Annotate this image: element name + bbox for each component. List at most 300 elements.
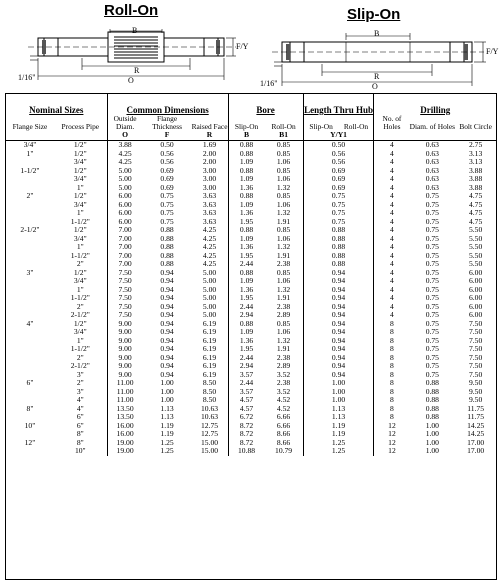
- cell-raised-face: 3.63: [202, 191, 217, 201]
- cell-bolt-circle: 6.00: [468, 284, 483, 294]
- cell-raised-face: 3.00: [202, 165, 217, 175]
- cell-raised-face: 8.50: [202, 395, 217, 405]
- cell-process-pipe: 1": [76, 242, 84, 252]
- cell-length-thru-hub: 0.69: [303, 167, 374, 176]
- cell-bore-roll-on: 1.32: [276, 335, 291, 345]
- cell-flange-thickness: 0.94: [160, 284, 174, 294]
- cell-bore-roll-on: 2.38: [276, 352, 291, 362]
- col-bore-roll-on: Roll-On: [271, 122, 296, 131]
- cell-outside-diam: 7.00: [107, 226, 142, 235]
- sym-r: R: [192, 131, 229, 141]
- cell-bore-roll-on: 2.38: [276, 259, 291, 269]
- cell-length-thru-hub: 0.75: [303, 209, 374, 218]
- cell-length-thru-hub: 0.50: [303, 141, 374, 150]
- cell-bore-roll-on: 0.85: [276, 148, 291, 158]
- cell-bolt-circle: 7.50: [468, 344, 483, 354]
- cell-bore-slip-on: 0.88: [228, 192, 264, 201]
- cell-bore-slip-on: 3.57: [228, 388, 264, 397]
- cell-no-of-holes: 4: [374, 243, 409, 252]
- cell-no-of-holes: 4: [374, 175, 409, 184]
- cell-process-pipe: 1/2": [73, 140, 87, 150]
- cell-flange-size: 2": [26, 191, 34, 201]
- cell-bolt-circle: 17.00: [467, 437, 485, 447]
- sym-bolt: [455, 131, 496, 141]
- cell-bolt-circle: 6.00: [468, 310, 483, 320]
- cell-bore-roll-on: 4.52: [276, 395, 291, 405]
- cell-bore-roll-on: 1.06: [276, 199, 291, 209]
- cell-no-of-holes: 4: [374, 150, 409, 159]
- cell-flange-thickness: 1.19: [160, 420, 174, 430]
- cell-flange-thickness: 1.00: [160, 395, 174, 405]
- cell-outside-diam: 7.50: [107, 303, 142, 312]
- cell-process-pipe: 1-1/2": [70, 293, 90, 303]
- cell-process-pipe: 2-1/2": [70, 361, 90, 371]
- cell-diam-of-holes: 0.75: [425, 276, 439, 286]
- cell-outside-diam: 4.25: [107, 150, 142, 159]
- col-hub-slip-on: Slip-On: [303, 115, 338, 131]
- cell-bore-slip-on: 8.72: [228, 430, 264, 439]
- cell-length-thru-hub: 0.75: [303, 201, 374, 210]
- cell-flange-thickness: 0.75: [160, 208, 174, 218]
- cell-bore-roll-on: 2.89: [276, 310, 291, 320]
- cell-length-thru-hub: 0.94: [303, 328, 374, 337]
- cell-no-of-holes: 8: [374, 328, 409, 337]
- cell-flange-thickness: 0.50: [160, 140, 174, 150]
- cell-length-thru-hub: 0.94: [303, 354, 374, 363]
- cell-process-pipe: 6": [76, 412, 84, 422]
- cell-length-thru-hub: 0.94: [303, 362, 374, 371]
- cell-outside-diam: 16.00: [107, 430, 142, 439]
- cell-diam-of-holes: 0.75: [425, 352, 439, 362]
- cell-raised-face: 4.25: [202, 233, 217, 243]
- cell-flange-size: [6, 243, 54, 252]
- cell-no-of-holes: 8: [374, 362, 409, 371]
- cell-diam-of-holes: 0.88: [425, 386, 439, 396]
- flange-dimensions-table: [5, 93, 497, 580]
- cell-bore-slip-on: 10.88: [228, 447, 264, 456]
- cell-outside-diam: 19.00: [107, 439, 142, 448]
- cell-flange-size: 3": [26, 267, 34, 277]
- cell-diam-of-holes: 0.63: [425, 148, 439, 158]
- cell-raised-face: 5.00: [202, 310, 217, 320]
- cell-bore-roll-on: 3.52: [276, 386, 291, 396]
- cell-bore-roll-on: 0.85: [276, 318, 291, 328]
- slip-on-r-label: R: [374, 72, 380, 81]
- cell-no-of-holes: 8: [374, 371, 409, 380]
- group-length-thru-hub: Length Thru Hub: [303, 94, 374, 115]
- cell-flange-size: [6, 277, 54, 286]
- cell-bore-slip-on: 2.94: [228, 362, 264, 371]
- cell-diam-of-holes: 0.75: [425, 233, 439, 243]
- cell-raised-face: 10.63: [201, 403, 219, 413]
- cell-outside-diam: 9.00: [107, 362, 142, 371]
- cell-bolt-circle: 7.50: [468, 369, 483, 379]
- cell-outside-diam: 7.50: [107, 286, 142, 295]
- cell-no-of-holes: 4: [374, 226, 409, 235]
- cell-raised-face: 5.00: [202, 284, 217, 294]
- cell-bolt-circle: 4.75: [468, 208, 483, 218]
- cell-raised-face: 2.00: [202, 148, 217, 158]
- cell-flange-size: 1-1/2": [20, 165, 40, 175]
- col-hub-roll-on: Roll-On: [343, 122, 369, 131]
- cell-bore-slip-on: 2.44: [228, 303, 264, 312]
- slip-on-title: Slip-On: [347, 6, 401, 23]
- cell-diam-of-holes: 0.75: [425, 293, 439, 303]
- cell-length-thru-hub: 0.56: [303, 150, 374, 159]
- cell-length-thru-hub: 0.94: [303, 286, 374, 295]
- cell-outside-diam: 6.00: [107, 218, 142, 227]
- cell-outside-diam: 7.50: [107, 294, 142, 303]
- cell-length-thru-hub: 1.19: [303, 422, 374, 431]
- cell-bore-slip-on: 2.44: [228, 354, 264, 363]
- table-row: [6, 447, 496, 456]
- cell-diam-of-holes: 0.75: [425, 191, 439, 201]
- cell-diam-of-holes: 0.75: [425, 208, 439, 218]
- cell-process-pipe: 1": [76, 284, 84, 294]
- cell-bore-roll-on: 2.38: [276, 378, 291, 388]
- cell-outside-diam: 5.00: [107, 167, 142, 176]
- cell-flange-thickness: 1.25: [160, 446, 174, 456]
- cell-no-of-holes: 4: [374, 167, 409, 176]
- cell-diam-of-holes: 0.75: [425, 318, 439, 328]
- cell-bore-roll-on: 2.89: [276, 361, 291, 371]
- cell-process-pipe: 1/2": [73, 225, 87, 235]
- cell-no-of-holes: 4: [374, 303, 409, 312]
- cell-diam-of-holes: 0.75: [425, 216, 439, 226]
- cell-process-pipe: 8": [76, 437, 84, 447]
- cell-process-pipe: 4": [76, 395, 84, 405]
- cell-length-thru-hub: 0.94: [303, 320, 374, 329]
- cell-raised-face: 12.75: [201, 429, 219, 439]
- cell-flange-thickness: 0.88: [160, 250, 174, 260]
- cell-no-of-holes: 4: [374, 209, 409, 218]
- cell-flange-size: [6, 209, 54, 218]
- cell-no-of-holes: 4: [374, 184, 409, 193]
- cell-flange-size: 1": [26, 148, 34, 158]
- cell-flange-size: 2-1/2": [20, 225, 40, 235]
- cell-no-of-holes: 12: [374, 447, 409, 456]
- table-group-header: [6, 94, 496, 115]
- cell-raised-face: 5.00: [202, 293, 217, 303]
- cell-diam-of-holes: 1.00: [425, 446, 439, 456]
- cell-diam-of-holes: 0.75: [425, 225, 439, 235]
- cell-process-pipe: 3/4": [73, 276, 87, 286]
- cell-flange-thickness: 0.75: [160, 191, 174, 201]
- cell-raised-face: 8.50: [202, 386, 217, 396]
- cell-flange-thickness: 0.56: [160, 157, 174, 167]
- cell-no-of-holes: 8: [374, 345, 409, 354]
- cell-bolt-circle: 5.50: [468, 259, 483, 269]
- cell-outside-diam: 16.00: [107, 422, 142, 431]
- cell-bore-slip-on: 2.44: [228, 379, 264, 388]
- cell-raised-face: 15.00: [201, 437, 219, 447]
- cell-raised-face: 10.63: [201, 412, 219, 422]
- cell-bore-roll-on: 1.91: [276, 250, 291, 260]
- cell-no-of-holes: 8: [374, 379, 409, 388]
- cell-process-pipe: 3": [76, 386, 84, 396]
- cell-flange-thickness: 0.88: [160, 242, 174, 252]
- cell-raised-face: 3.63: [202, 199, 217, 209]
- cell-process-pipe: 1-1/2": [70, 216, 90, 226]
- cell-bore-slip-on: 1.36: [228, 286, 264, 295]
- roll-on-title: Roll-On: [104, 2, 159, 19]
- cell-bore-slip-on: 1.09: [228, 277, 264, 286]
- cell-raised-face: 6.19: [202, 369, 217, 379]
- cell-diam-of-holes: 0.63: [425, 182, 439, 192]
- cell-bolt-circle: 6.00: [468, 301, 483, 311]
- cell-outside-diam: 5.00: [107, 184, 142, 193]
- cell-length-thru-hub: 0.69: [303, 175, 374, 184]
- cell-process-pipe: 3/4": [73, 233, 87, 243]
- cell-bore-slip-on: 0.88: [228, 269, 264, 278]
- cell-outside-diam: 7.00: [107, 260, 142, 269]
- table-symbol-row: [6, 131, 496, 141]
- cell-process-pipe: 3/4": [73, 327, 87, 337]
- cell-raised-face: 3.00: [202, 182, 217, 192]
- flange-drawings: [0, 0, 502, 92]
- sym-y-y1: Y/Y1: [303, 131, 374, 141]
- cell-raised-face: 3.63: [202, 208, 217, 218]
- cell-outside-diam: 7.00: [107, 243, 142, 252]
- cell-no-of-holes: 4: [374, 277, 409, 286]
- cell-bolt-circle: 2.75: [468, 140, 483, 150]
- table-body: [6, 141, 496, 456]
- cell-no-of-holes: 4: [374, 158, 409, 167]
- cell-bore-slip-on: 1.36: [228, 243, 264, 252]
- cell-outside-diam: 11.00: [107, 379, 142, 388]
- cell-bore-roll-on: 1.06: [276, 174, 291, 184]
- cell-outside-diam: 6.00: [107, 209, 142, 218]
- cell-raised-face: 2.00: [202, 157, 217, 167]
- cell-flange-thickness: 0.94: [160, 369, 174, 379]
- cell-outside-diam: 13.50: [107, 405, 142, 414]
- cell-outside-diam: 9.00: [107, 337, 142, 346]
- cell-length-thru-hub: 0.69: [303, 184, 374, 193]
- col-bolt-circle: Bolt Circle: [459, 122, 492, 131]
- cell-bore-roll-on: 1.91: [276, 293, 291, 303]
- cell-bolt-circle: 9.50: [468, 378, 483, 388]
- cell-bolt-circle: 5.50: [468, 233, 483, 243]
- cell-bolt-circle: 6.00: [468, 293, 483, 303]
- cell-outside-diam: 3.88: [107, 141, 142, 150]
- cell-bore-roll-on: 0.85: [276, 165, 291, 175]
- cell-process-pipe: 4": [76, 403, 84, 413]
- cell-diam-of-holes: 0.75: [425, 310, 439, 320]
- cell-bore-roll-on: 1.06: [276, 327, 291, 337]
- cell-flange-size: [6, 388, 54, 397]
- cell-bore-roll-on: 1.32: [276, 208, 291, 218]
- cell-raised-face: 8.50: [202, 378, 217, 388]
- cell-length-thru-hub: 1.19: [303, 430, 374, 439]
- sym-b1: B1: [265, 131, 304, 141]
- cell-flange-size: 12": [24, 437, 36, 447]
- cell-raised-face: 1.69: [202, 140, 217, 150]
- cell-bolt-circle: 3.88: [468, 174, 483, 184]
- cell-flange-size: [6, 345, 54, 354]
- cell-process-pipe: 2": [76, 352, 84, 362]
- cell-flange-size: [6, 328, 54, 337]
- cell-raised-face: 6.19: [202, 352, 217, 362]
- cell-bore-roll-on: 4.52: [276, 403, 291, 413]
- cell-bore-slip-on: 1.09: [228, 201, 264, 210]
- cell-bore-slip-on: 1.36: [228, 337, 264, 346]
- cell-flange-thickness: 0.69: [160, 182, 174, 192]
- cell-bore-slip-on: 1.09: [228, 158, 264, 167]
- cell-diam-of-holes: 0.75: [425, 327, 439, 337]
- group-nominal-sizes: Nominal Sizes: [29, 104, 84, 115]
- cell-length-thru-hub: 0.88: [303, 235, 374, 244]
- cell-bore-roll-on: 0.85: [276, 191, 291, 201]
- cell-flange-thickness: 0.94: [160, 327, 174, 337]
- cell-flange-thickness: 0.75: [160, 216, 174, 226]
- cell-process-pipe: 8": [76, 429, 84, 439]
- cell-length-thru-hub: 0.94: [303, 337, 374, 346]
- cell-bore-roll-on: 1.91: [276, 216, 291, 226]
- roll-on-o-label: O: [128, 76, 134, 85]
- cell-outside-diam: 9.00: [107, 320, 142, 329]
- cell-bore-roll-on: 1.06: [276, 276, 291, 286]
- cell-length-thru-hub: 0.94: [303, 294, 374, 303]
- cell-process-pipe: 2": [76, 259, 84, 269]
- cell-bore-slip-on: 0.88: [228, 226, 264, 235]
- cell-flange-thickness: 0.69: [160, 174, 174, 184]
- cell-bolt-circle: 3.88: [468, 165, 483, 175]
- cell-outside-diam: 7.50: [107, 269, 142, 278]
- cell-flange-thickness: 0.94: [160, 301, 174, 311]
- cell-no-of-holes: 4: [374, 311, 409, 320]
- cell-diam-of-holes: 0.75: [425, 284, 439, 294]
- cell-flange-thickness: 0.94: [160, 352, 174, 362]
- cell-process-pipe: 3/4": [73, 157, 87, 167]
- cell-diam-of-holes: 0.75: [425, 344, 439, 354]
- cell-outside-diam: 9.00: [107, 345, 142, 354]
- cell-bolt-circle: 6.00: [468, 276, 483, 286]
- cell-diam-of-holes: 0.75: [425, 361, 439, 371]
- cell-bolt-circle: 9.50: [468, 395, 483, 405]
- cell-bolt-circle: 3.13: [468, 157, 483, 167]
- roll-on-fy-label: F/Y: [236, 42, 249, 51]
- cell-process-pipe: 1/2": [73, 148, 87, 158]
- cell-length-thru-hub: 0.94: [303, 371, 374, 380]
- cell-no-of-holes: 12: [374, 430, 409, 439]
- cell-bore-slip-on: 6.72: [228, 413, 264, 422]
- cell-bore-roll-on: 10.79: [275, 446, 293, 456]
- sym-o: O: [107, 131, 142, 141]
- cell-outside-diam: 19.00: [107, 447, 142, 456]
- cell-process-pipe: 3/4": [73, 174, 87, 184]
- cell-bore-roll-on: 6.66: [276, 420, 291, 430]
- cell-raised-face: 5.00: [202, 267, 217, 277]
- cell-bore-roll-on: 1.32: [276, 182, 291, 192]
- cell-bore-slip-on: 1.95: [228, 294, 264, 303]
- table-sub-header: [6, 115, 496, 131]
- cell-flange-size: [6, 252, 54, 261]
- cell-bolt-circle: 7.50: [468, 361, 483, 371]
- col-raised-face: Raised Face: [191, 122, 228, 131]
- cell-flange-thickness: 0.94: [160, 276, 174, 286]
- cell-raised-face: 12.75: [201, 420, 219, 430]
- cell-diam-of-holes: 1.00: [425, 420, 439, 430]
- cell-no-of-holes: 4: [374, 201, 409, 210]
- cell-process-pipe: 1/2": [73, 165, 87, 175]
- cell-no-of-holes: 8: [374, 388, 409, 397]
- cell-bore-slip-on: 0.88: [228, 320, 264, 329]
- cell-bore-slip-on: 1.36: [228, 184, 264, 193]
- cell-process-pipe: 3/4": [73, 199, 87, 209]
- cell-length-thru-hub: 0.88: [303, 260, 374, 269]
- cell-bolt-circle: 5.50: [468, 242, 483, 252]
- cell-no-of-holes: 12: [374, 439, 409, 448]
- slip-on-fy-label: F/Y: [486, 47, 499, 56]
- cell-bore-slip-on: 1.95: [228, 252, 264, 261]
- cell-length-thru-hub: 0.75: [303, 192, 374, 201]
- cell-length-thru-hub: 1.13: [303, 405, 374, 414]
- col-diam-of-holes: Diam. of Holes: [409, 122, 456, 131]
- cell-raised-face: 3.63: [202, 216, 217, 226]
- cell-bolt-circle: 7.50: [468, 352, 483, 362]
- cell-bore-slip-on: 4.57: [228, 405, 264, 414]
- cell-diam-of-holes: 0.75: [425, 259, 439, 269]
- cell-bolt-circle: 4.75: [468, 199, 483, 209]
- cell-raised-face: 4.25: [202, 242, 217, 252]
- cell-no-of-holes: 4: [374, 294, 409, 303]
- cell-flange-thickness: 0.88: [160, 225, 174, 235]
- cell-no-of-holes: 4: [374, 141, 409, 150]
- cell-no-of-holes: 4: [374, 260, 409, 269]
- cell-process-pipe: 2": [76, 378, 84, 388]
- cell-flange-thickness: 1.13: [160, 403, 174, 413]
- cell-flange-thickness: 0.75: [160, 199, 174, 209]
- cell-outside-diam: 11.00: [107, 396, 142, 405]
- cell-flange-thickness: 1.25: [160, 437, 174, 447]
- cell-bore-slip-on: 3.57: [228, 371, 264, 380]
- sym-diam: [409, 131, 455, 141]
- cell-length-thru-hub: 0.94: [303, 311, 374, 320]
- cell-diam-of-holes: 0.75: [425, 199, 439, 209]
- cell-no-of-holes: 8: [374, 354, 409, 363]
- sym-flange-size: [6, 131, 54, 141]
- roll-on-b-label: B: [132, 26, 138, 35]
- cell-flange-thickness: 1.19: [160, 429, 174, 439]
- group-bore: Bore: [228, 94, 303, 115]
- cell-bolt-circle: 17.00: [467, 446, 485, 456]
- cell-flange-size: [6, 354, 54, 363]
- cell-outside-diam: 7.50: [107, 277, 142, 286]
- cell-process-pipe: 3": [76, 369, 84, 379]
- cell-length-thru-hub: 0.94: [303, 269, 374, 278]
- cell-flange-size: [6, 447, 54, 456]
- cell-no-of-holes: 4: [374, 286, 409, 295]
- cell-bore-slip-on: 1.09: [228, 235, 264, 244]
- cell-flange-thickness: 0.94: [160, 310, 174, 320]
- cell-no-of-holes: 8: [374, 396, 409, 405]
- cell-flange-thickness: 0.94: [160, 335, 174, 345]
- cell-flange-thickness: 0.88: [160, 233, 174, 243]
- cell-outside-diam: 7.00: [107, 252, 142, 261]
- cell-flange-size: 6": [26, 378, 34, 388]
- group-drilling: Drilling: [374, 94, 496, 115]
- cell-bore-slip-on: 1.36: [228, 209, 264, 218]
- col-process-pipe: Process Pipe: [61, 122, 100, 131]
- cell-outside-diam: 6.00: [107, 192, 142, 201]
- cell-outside-diam: 5.00: [107, 175, 142, 184]
- cell-length-thru-hub: 1.25: [303, 447, 374, 456]
- cell-flange-size: [6, 235, 54, 244]
- cell-bolt-circle: 6.00: [468, 267, 483, 277]
- cell-process-pipe: 1/2": [73, 191, 87, 201]
- cell-diam-of-holes: 0.63: [425, 174, 439, 184]
- cell-bore-slip-on: 8.72: [228, 439, 264, 448]
